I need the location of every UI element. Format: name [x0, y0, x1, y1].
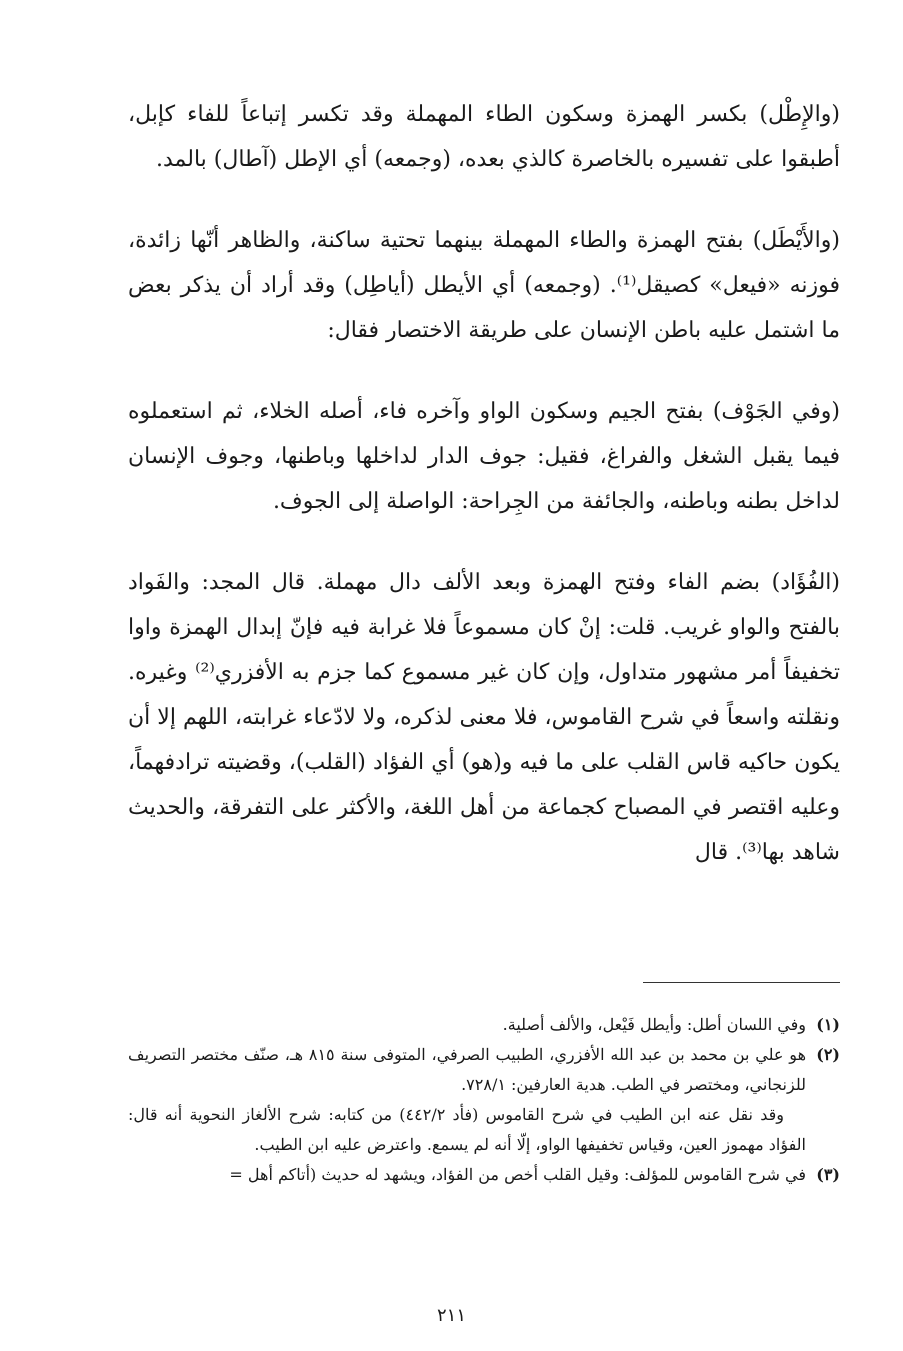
footnote-number: (٢): [816, 1045, 840, 1064]
footnote-3: [128, 1160, 840, 1190]
footnote-text: وفي اللسان أطل: وأيطل فَيْعل، والألف أصلية.: [502, 1015, 806, 1034]
footnote-subtext-content: وقد نقل عنه ابن الطيب في شرح القاموس (فأد ٤٤٢/٢) من كتابه: شرح الألغاز النحوية أنه قال: الفؤاد مهموز العين، وقياس تخفيفها الواو، إلّا أنه لم يسمع. واعترض عليه ابن الطيب.: [128, 1105, 806, 1154]
paragraph-aytal: (والأَيْطَل) بفتح الهمزة والطاء المهملة بينهما تحتية ساكنة، والظاهر أنّها زائدة، فوزنه «فيعل» كصيقل⁽¹⁾. (وجمعه) أي الأيطل (أياطِل) وقد أراد أن يذكر بعض ما اشتمل عليه باطن الإنسان على طريقة الاختصار فقال:: [128, 228, 840, 343]
footnote-text: في شرح القاموس للمؤلف: وقيل القلب أخص من الفؤاد، ويشهد له حديث (أتاكم أهل =: [229, 1165, 806, 1184]
paragraph-fuad: (الفُؤَاد) بضم الفاء وفتح الهمزة وبعد الألف دال مهملة. قال المجد: والفَواد بالفتح والواو غريب. قلت: إنْ كان مسموعاً فلا غرابة فيه فإنّ إبدال الهمزة واوا تخفيفاً أمر مشهور متداول، وإن كان غير مسموع كما جزم به الأفزري⁽²⁾ وغيره. ونقلته واسعاً في شرح القاموس، فلا معنى لذكره، ولا لادّعاء غرابته، اللهم إلا أن يكون حاكيه قاس القلب على ما فيه و(هو) أي الفؤاد (القلب)، وقضيته ترادفهماً، وعليه اقتصر في المصباح كجماعة من أهل اللغة، والأكثر على التفرقة، والحديث شاهد بها⁽³⁾. قال: [128, 570, 841, 865]
footnote-number: (٣): [816, 1165, 840, 1184]
footnotes: [128, 1010, 840, 1190]
footnote-2-continuation: [128, 1100, 840, 1160]
footnote-2: [128, 1040, 840, 1100]
footnote-subtext: [128, 1100, 806, 1160]
footnote-number: (١): [816, 1015, 840, 1034]
main-text: [128, 92, 840, 875]
footnote-text: هو علي بن محمد بن عبد الله الأفزري، الطبيب الصرفي، المتوفى سنة ٨١٥ هـ، صنّف مختصر التصريف للزنجاني، ومختصر في الطب. هدية العارفين: ٧٢٨/١.: [128, 1045, 807, 1094]
paragraph-jawf: (وفي الجَوْف) بفتح الجيم وسكون الواو وآخره فاء، أصله الخلاء، ثم استعملوه فيما يقبل الشغل والفراغ، فقيل: جوف الدار لداخلها وباطنها، وجوف الإنسان لداخل بطنه وباطنه، والجائفة من الجِراحة: الواصلة إلى الجوف.: [128, 399, 840, 514]
footnote-1: [128, 1010, 840, 1040]
footnote-separator: [643, 982, 840, 983]
paragraph-itl: (والإِطْل) بكسر الهمزة وسكون الطاء المهملة وقد تكسر إتباعاً للفاء كإبل، أطبقوا على تفسيره بالخاصرة كالذي بعده، (وجمعه) أي الإطل (آطال) بالمد.: [128, 102, 840, 172]
page-number: ٢١١: [436, 1305, 466, 1326]
